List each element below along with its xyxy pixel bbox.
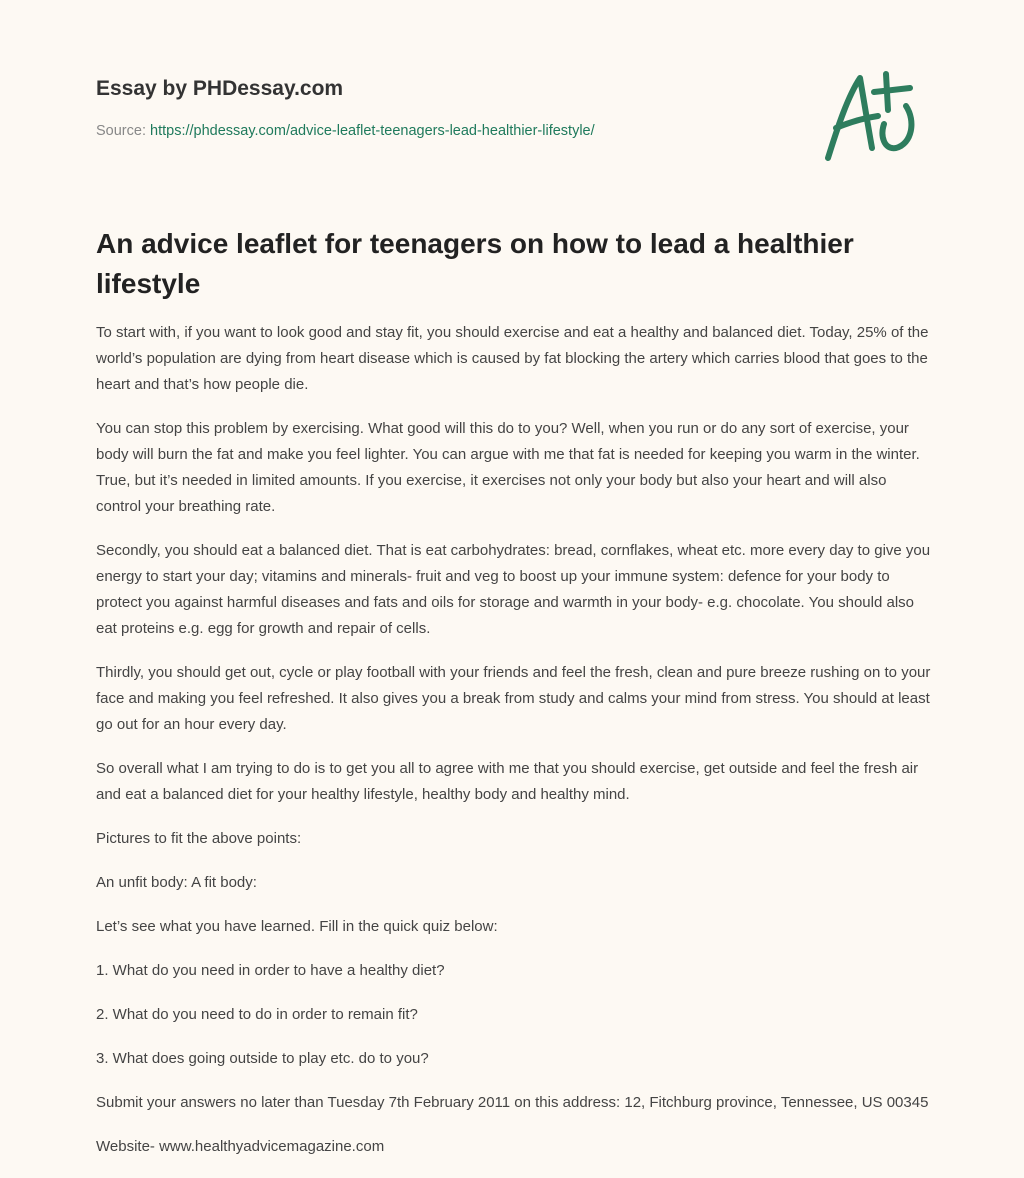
a-plus-logo-icon xyxy=(818,66,928,166)
paragraph: Website- www.healthyadvicemagazine.com xyxy=(96,1138,385,1155)
paragraph: You can stop this problem by exercising. What good will this do to you? Well, when you run or do any sort of exercise, your body will burn the fat and make you feel lighter. You can argue with me that fat is needed for keeping you warm in the winter. True, but it’s needed in limited amounts. If you exercise, it exercises not only your body but also your heart and will also control your breathing rate. xyxy=(96,420,920,515)
paragraph: Pictures to fit the above points: xyxy=(96,830,302,847)
source-link[interactable]: https://phdessay.com/advice-leaflet-teenagers-lead-healthier-lifestyle/ xyxy=(150,123,595,139)
paragraph: An unfit body: A fit body: xyxy=(96,874,257,891)
paragraph: Thirdly, you should get out, cycle or play football with your friends and feel the fresh, clean and pure breeze rushing on to your face and making you feel refreshed. It also gives you a break from study and calms your mind from stress. You should at least go out for an hour every day. xyxy=(96,664,931,733)
essay-title: An advice leaflet for teenagers on how to lead a healthier lifestyle xyxy=(96,228,854,299)
essay-body xyxy=(96,320,932,1178)
quiz-question: 1. What do you need in order to have a healthy diet? xyxy=(96,962,445,979)
quiz-question: 3. What does going outside to play etc. do to you? xyxy=(96,1050,429,1067)
source-line xyxy=(96,123,595,139)
quiz-question: 2. What do you need to do in order to remain fit? xyxy=(96,1006,418,1023)
paragraph: Submit your answers no later than Tuesday 7th February 2011 on this address: 12, Fitchburg province, Tennessee, US 00345 xyxy=(96,1094,929,1111)
paragraph: So overall what I am trying to do is to get you all to agree with me that you should exercise, get outside and feel the fresh air and eat a balanced diet for your healthy lifestyle, healthy body and healthy mind. xyxy=(96,760,919,803)
source-label: Source: xyxy=(96,123,146,139)
paragraph: To start with, if you want to look good and stay fit, you should exercise and eat a healthy and balanced diet. Today, 25% of the world’s population are dying from heart disease which is caused by fat blocking the artery which carries blood that goes to the heart and that’s how people die. xyxy=(96,324,929,393)
paragraph: Secondly, you should eat a balanced diet. That is eat carbohydrates: bread, cornflakes, wheat etc. more every day to give you energy to start your day; vitamins and minerals- fruit and veg to boost up your immune system: defence for your body to protect you against harmful diseases and fats and oils for storage and warmth in your body- e.g. chocolate. You should also eat proteins e.g. egg for growth and repair of cells. xyxy=(96,542,931,637)
paragraph: Let’s see what you have learned. Fill in the quick quiz below: xyxy=(96,918,498,935)
site-brand: Essay by PHDessay.com xyxy=(96,77,344,100)
